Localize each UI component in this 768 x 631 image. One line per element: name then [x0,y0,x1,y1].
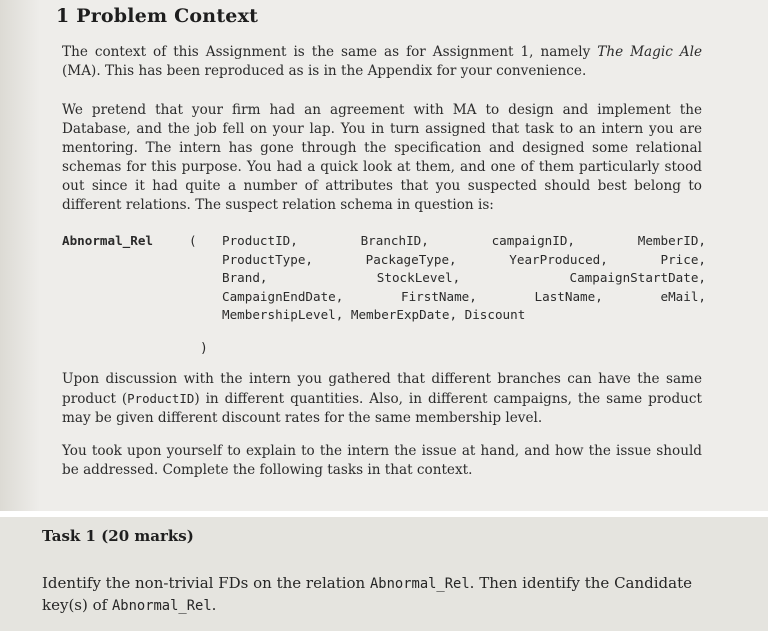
task-text-1: Identify the non-trivial FDs on the relation [42,574,370,592]
relation-name: Abnormal_Rel [62,233,153,248]
section-title: 1 Problem Context [56,5,259,27]
discussion-text-2: ) in different quantities. Also, in different campaigns, the same product may be given different discount rates for the same membership level. [62,391,702,426]
intro-company-name: The Magic Ale [597,44,702,60]
schema-line: ProductType, PackageType, YearProduced, Price, [222,251,706,267]
code-abnormal-rel: Abnormal_Rel [111,598,212,614]
schema-line: Brand, StockLevel, CampaignStartDate, [222,270,706,285]
code-abnormal-rel: Abnormal_Rel [369,576,470,592]
intro-text-2: (MA). This has been reproduced as is in the Appendix for your convenience. [62,63,587,79]
task-title: Task 1 (20 marks) [42,527,194,545]
code-productid: ProductID [127,391,195,406]
instruction-paragraph: You took upon yourself to explain to the intern the issue at hand, and how the issue should be addressed. Complete the following tasks in that context. [62,443,702,478]
task-text-3: . [211,596,217,614]
intro-paragraph [62,43,702,81]
schema-line: MembershipLevel, MemberExpDate, Discount [222,307,526,322]
close-paren: ) [200,341,208,356]
open-paren: ( [189,233,197,248]
schema-attributes [222,232,706,325]
schema-line: ProductID, BranchID, campaignID, MemberID, [222,233,706,248]
schema-line: CampaignEndDate, FirstName, LastName, eMail, [222,288,706,304]
task-description [42,573,732,617]
context-paragraph: We pretend that your firm had an agreement with MA to design and implement the Database, and the job fell on your lap. You in turn assigned that task to an intern you are mentoring. The intern has gone through the specification and designed some relational schemas for this purpose. You had a quick look at them, and one of them particularly stood out since it had quite a number of attributes that you suspected should best belong to different relations. The suspect relation schema in question is: [62,102,702,213]
discussion-paragraph [62,370,702,428]
task-text-2: . Then identify the Candidate key(s) of [42,574,692,614]
task-1-box [0,517,768,631]
discussion-text-1: Upon discussion with the intern you gathered that different branches can have the same product ( [62,371,702,407]
intro-text-1: The context of this Assignment is the same as for Assignment 1, namely [62,44,598,60]
